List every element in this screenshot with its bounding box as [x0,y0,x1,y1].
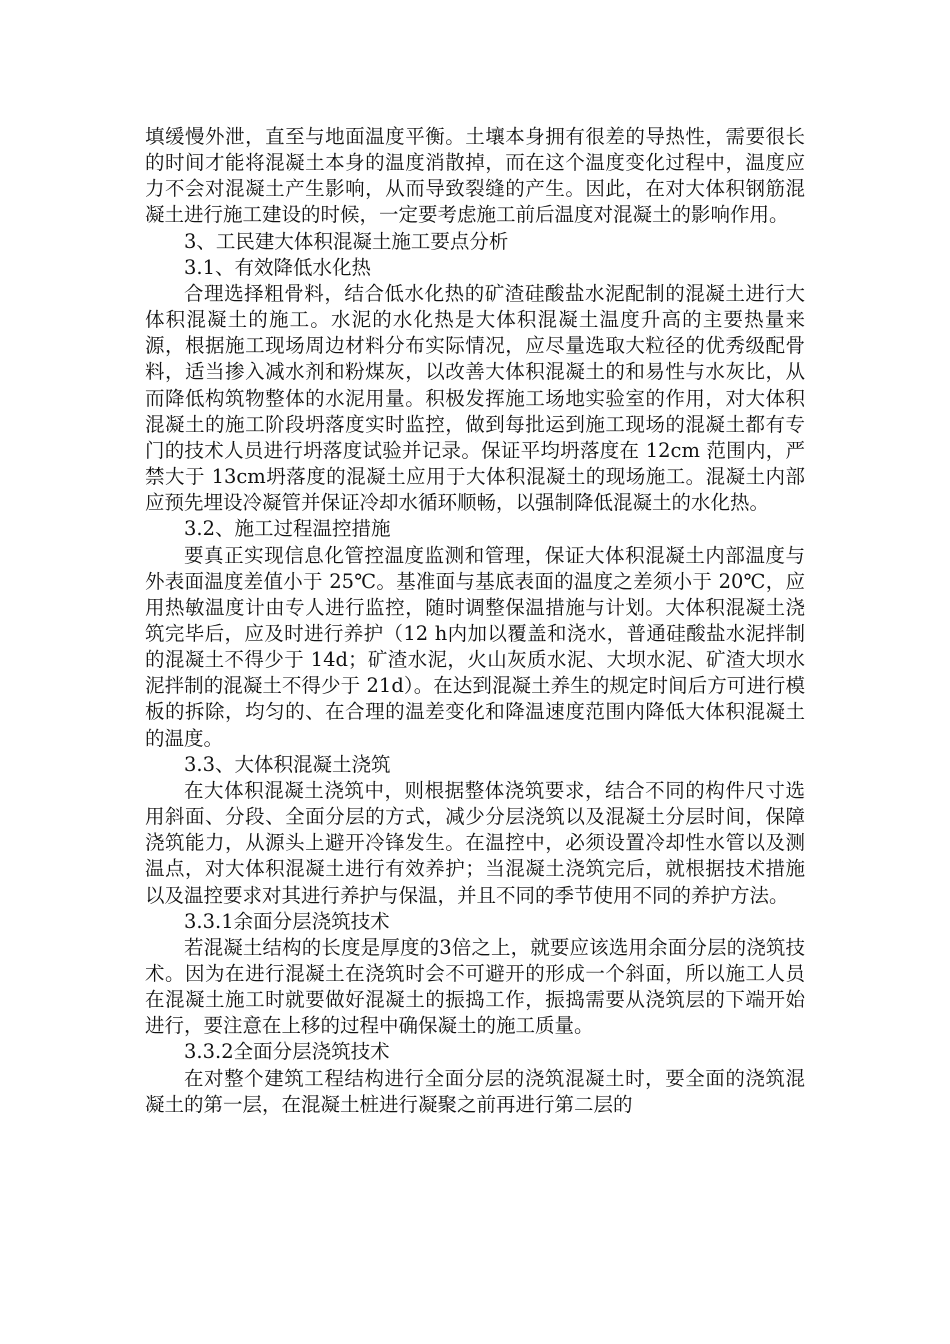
section-heading-3-3-2: 3.3.2全面分层浇筑技术 [184,1040,390,1064]
section-heading-3: 3、工民建大体积混凝土施工要点分析 [184,229,509,253]
document-page [145,124,805,1118]
section-heading-3-1: 3.1、有效降低水化热 [184,255,372,279]
section-heading-3-2: 3.2、施工过程温控措施 [184,517,391,541]
paragraph-3-3-1: 若混凝土结构的长度是厚度的3倍之上，就要应该选用余面分层的浇筑技术。因为在进行混凝土在浇筑时会不可避开的形成一个斜面，所以施工人员在混凝土施工时就要做好混凝土的振捣工作，振捣需要从浇筑层的下端开始进行，要注意在上移的过程中确保凝土的施工质量。 [145,935,805,1038]
paragraph-3-1: 合理选择粗骨料，结合低水化热的矿渣硅酸盐水泥配制的混凝土进行大体积混凝土的施工。水泥的水化热是大体积混凝土温度升高的主要热量来源，根据施工现场周边材料分布实际情况，应尽量选取大粒径的优秀级配骨料，适当掺入减水剂和粉煤灰，以改善大体积混凝土的和易性与水灰比，从而降低构筑物整体的水泥用量。积极发挥施工场地实验室的作用，对大体积混凝土的施工阶段坍落度实时监控，做到每批运到施工现场的混凝土都有专门的技术人员进行坍落度试验并记录。保证平均坍落度在 12cm 范围内，严禁大于 13cm坍落度的混凝土应用于大体积混凝土的现场施工。混凝土内部应预先埋设冷凝管并保证冷却水循环顺畅，以强制降低混凝土的水化热。 [145,281,805,515]
section-heading-3-3-1: 3.3.1余面分层浇筑技术 [184,909,390,933]
paragraph-continued: 填缓慢外泄，直至与地面温度平衡。土壤本身拥有很差的导热性，需要很长的时间才能将混凝土本身的温度消散掉，而在这个温度变化过程中，温度应力不会对混凝土产生影响，从而导致裂缝的产生。因此，在对大体积钢筋混凝土进行施工建设的时候，一定要考虑施工前后温度对混凝土的影响作用。 [145,125,805,227]
section-heading-3-3: 3.3、大体积混凝土浇筑 [184,752,391,776]
paragraph-3-2: 要真正实现信息化管控温度监测和管理，保证大体积混凝土内部温度与外表面温度差值小于 25℃。基准面与基底表面的温度之差须小于 20℃，应用热敏温度计由专人进行监控，随时调整保温措施与计划。大体积混凝土浇筑完毕后，应及时进行养护（12 h内加以覆盖和浇水，普通硅酸盐水泥拌制的混凝土不得少于 14d；矿渣水泥，火山灰质水泥、大坝水泥、矿渣大坝水泥拌制的混凝土不得少于 21d）。在达到混凝土养生的规定时间后方可进行模板的拆除，均匀的、在合理的温差变化和降温速度范围内降低大体积混凝土的温度。 [145,543,805,750]
paragraph-3-3: 在大体积混凝土浇筑中，则根据整体浇筑要求，结合不同的构件尺寸选用斜面、分段、全面分层的方式，减少分层浇筑以及混凝土分层时间，保障浇筑能力，从源头上避开冷锋发生。在温控中，必须设置冷却性水管以及测温点，对大体积混凝土进行有效养护；当混凝土浇筑完后，就根据技术措施以及温控要求对其进行养护与保温，并且不同的季节使用不同的养护方法。 [145,778,805,907]
paragraph-3-3-2: 在对整个建筑工程结构进行全面分层的浇筑混凝土时，要全面的浇筑混凝土的第一层，在混凝土桩进行凝聚之前再进行第二层的 [145,1066,805,1116]
